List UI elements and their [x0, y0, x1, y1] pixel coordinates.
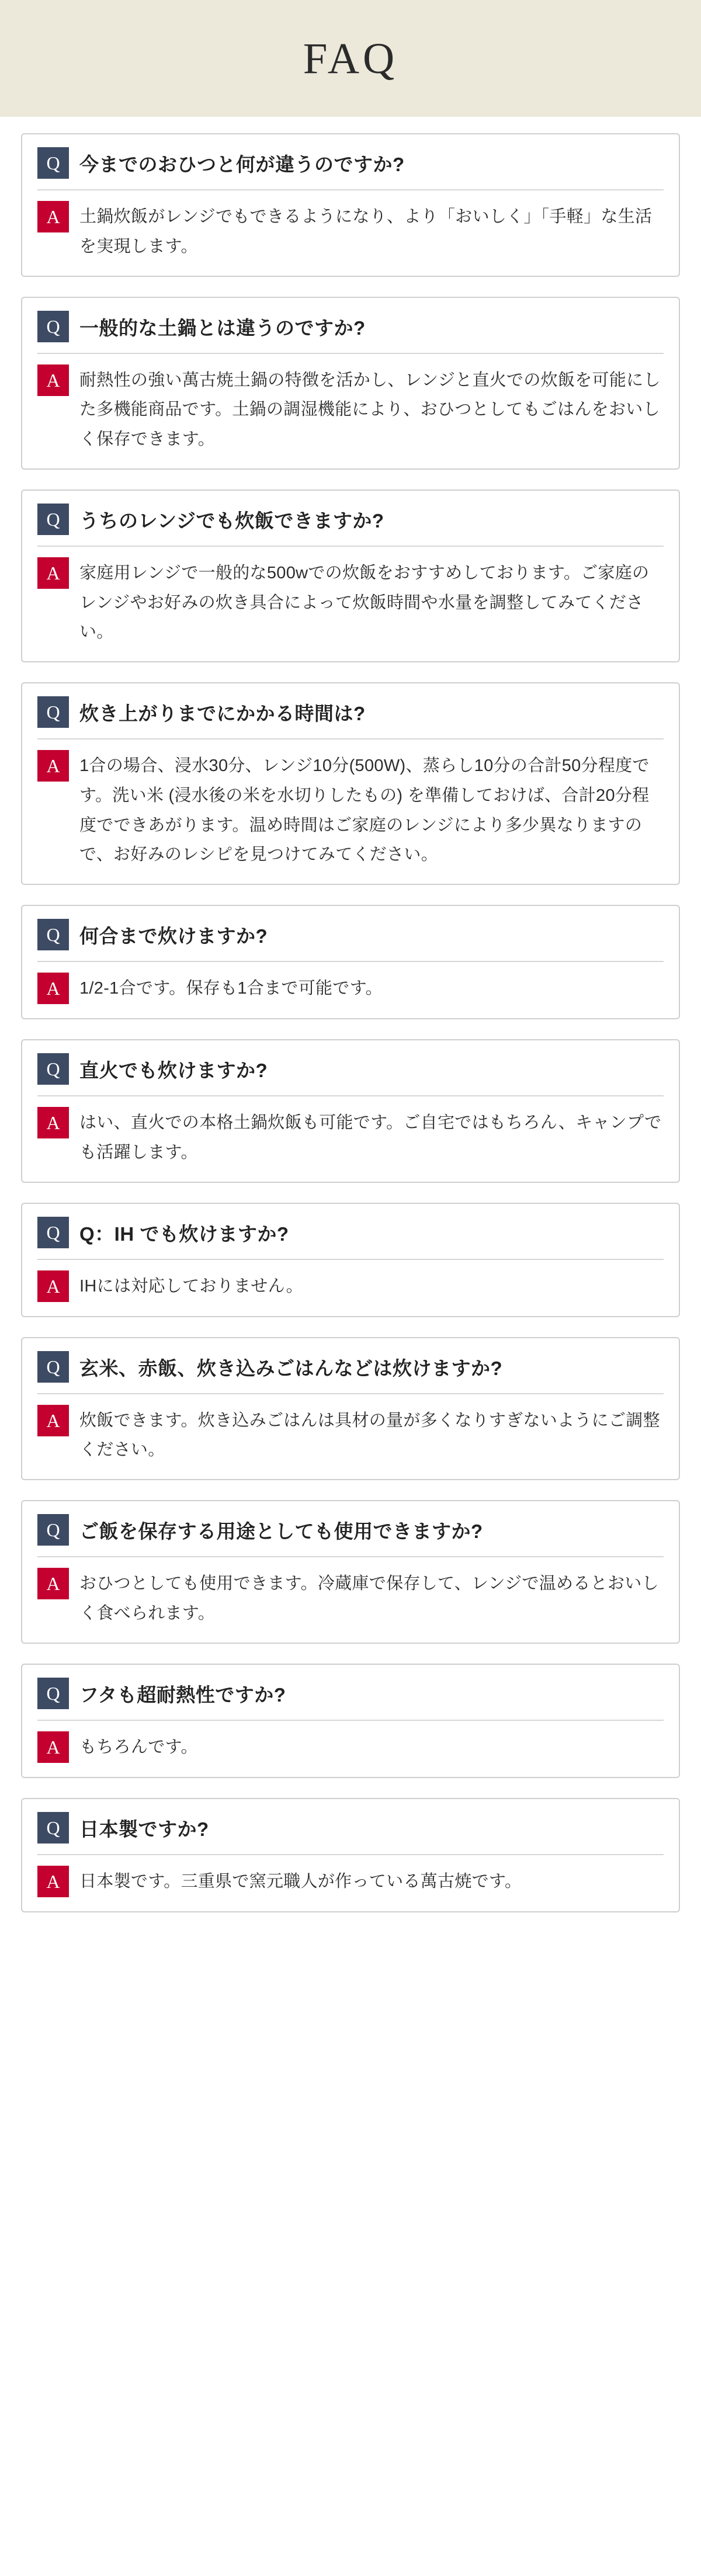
faq-item[interactable] — [21, 133, 680, 277]
faq-item[interactable] — [21, 905, 680, 1019]
divider — [37, 189, 664, 190]
divider — [37, 353, 664, 354]
faq-item[interactable] — [21, 1039, 680, 1183]
divider — [37, 1095, 664, 1096]
answer-row — [37, 1568, 664, 1629]
answer-badge: A — [37, 201, 69, 232]
question-badge: Q — [37, 1053, 69, 1085]
answer-text: 日本製です。三重県で窯元職人が作っている萬古焼です。 — [79, 1872, 522, 1891]
question-text: ご飯を保存する用途としても使用できますか? — [79, 1520, 483, 1542]
question-badge: Q — [37, 1812, 69, 1844]
question-badge: Q — [37, 919, 69, 950]
answer-text: 1合の場合、浸水30分、レンジ10分(500W)、蒸らし10分の合計50分程度です。洗い米 (浸水後の米を水切りしたもの) を準備しておけば、合計20分程度でできあがります。温め時間はご家庭のレンジにより多少異なりますので、お好みのレシピを見つけてみてください。 — [79, 756, 650, 865]
question-row — [37, 1053, 664, 1085]
answer-row — [37, 1405, 664, 1466]
faq-item[interactable] — [21, 1203, 680, 1317]
answer-badge: A — [37, 973, 69, 1004]
divider — [37, 1393, 664, 1394]
answer-row — [37, 750, 664, 870]
question-text: 直火でも炊けますか? — [79, 1060, 268, 1081]
divider — [37, 961, 664, 962]
faq-item[interactable] — [21, 297, 680, 470]
answer-text: IHには対応しておりません。 — [79, 1276, 303, 1296]
faq-item[interactable] — [21, 1337, 680, 1481]
question-row — [37, 696, 664, 728]
answer-text: 土鍋炊飯がレンジでもできるようになり、より「おいしく」「手軽」な生活を実現します。 — [79, 207, 653, 256]
answer-text: 炊飯できます。炊き込みごはんは具材の量が多くなりすぎないようにご調整ください。 — [79, 1411, 660, 1460]
answer-badge: A — [37, 557, 69, 589]
answer-text: 耐熱性の強い萬古焼土鍋の特徴を活かし、レンジと直火での炊飯を可能にした多機能商品です。土鍋の調湿機能により、おひつとしてもごはんをおいしく保存できます。 — [79, 370, 661, 449]
divider — [37, 1854, 664, 1855]
faq-item[interactable] — [21, 1798, 680, 1912]
answer-text: はい、直火での本格土鍋炊飯も可能です。ご自宅ではもちろん、キャンプでも活躍します。 — [79, 1113, 662, 1162]
divider — [37, 1556, 664, 1557]
question-badge: Q — [37, 696, 69, 728]
answer-row — [37, 201, 664, 262]
answer-badge: A — [37, 1107, 69, 1138]
divider — [37, 546, 664, 547]
answer-text: 1/2-1合です。保存も1合まで可能です。 — [79, 979, 383, 998]
answer-text: 家庭用レンジで一般的な500wでの炊飯をおすすめしております。ご家庭のレンジやお好みの炊き具合によって炊飯時間や水量を調整してみてください。 — [79, 563, 650, 642]
answer-badge: A — [37, 1405, 69, 1436]
answer-row — [37, 364, 664, 454]
question-row — [37, 147, 664, 179]
faq-header — [0, 0, 701, 117]
answer-text: おひつとしても使用できます。冷蔵庫で保存して、レンジで温めるとおいしく食べられます。 — [79, 1574, 659, 1623]
faq-item[interactable] — [21, 489, 680, 662]
question-row — [37, 919, 664, 950]
divider — [37, 1259, 664, 1260]
question-badge: Q — [37, 311, 69, 342]
question-row — [37, 1812, 664, 1844]
question-badge: Q — [37, 1217, 69, 1248]
question-text: うちのレンジでも炊飯できますか? — [79, 509, 384, 532]
answer-row — [37, 1107, 664, 1168]
answer-badge: A — [37, 364, 69, 396]
question-row — [37, 1678, 664, 1709]
question-row — [37, 311, 664, 342]
answer-badge: A — [37, 1866, 69, 1897]
question-text: 何合まで炊けますか? — [79, 925, 268, 947]
divider — [37, 738, 664, 740]
question-text: 炊き上がりまでにかかる時間は? — [79, 703, 366, 724]
question-badge: Q — [37, 1678, 69, 1709]
answer-badge: A — [37, 1270, 69, 1302]
answer-row — [37, 557, 664, 647]
question-badge: Q — [37, 504, 69, 535]
answer-badge: A — [37, 1568, 69, 1599]
answer-row — [37, 1866, 664, 1897]
question-text: 玄米、赤飯、炊き込みごはんなどは炊けますか? — [79, 1357, 503, 1379]
question-text: 今までのおひつと何が違うのですか? — [79, 154, 405, 175]
faq-item[interactable] — [21, 682, 680, 885]
question-text: フタも超耐熱性ですか? — [79, 1683, 286, 1706]
question-badge: Q — [37, 1514, 69, 1546]
question-badge: Q — [37, 1351, 69, 1383]
answer-text: もちろんです。 — [79, 1737, 198, 1756]
answer-badge: A — [37, 1731, 69, 1763]
question-row — [37, 504, 664, 535]
answer-row — [37, 1731, 664, 1763]
answer-row — [37, 973, 664, 1004]
question-text: Q：IH でも炊けますか? — [79, 1223, 289, 1245]
faq-item[interactable] — [21, 1664, 680, 1778]
question-badge: Q — [37, 147, 69, 179]
question-row — [37, 1514, 664, 1546]
divider — [37, 1720, 664, 1721]
faq-list — [0, 117, 701, 1967]
question-text: 日本製ですか? — [79, 1818, 209, 1840]
faq-item[interactable] — [21, 1500, 680, 1644]
question-text: 一般的な土鍋とは違うのですか? — [79, 317, 366, 339]
question-row — [37, 1217, 664, 1248]
answer-row — [37, 1270, 664, 1302]
answer-badge: A — [37, 750, 69, 782]
page-title: FAQ — [303, 34, 398, 83]
question-row — [37, 1351, 664, 1383]
